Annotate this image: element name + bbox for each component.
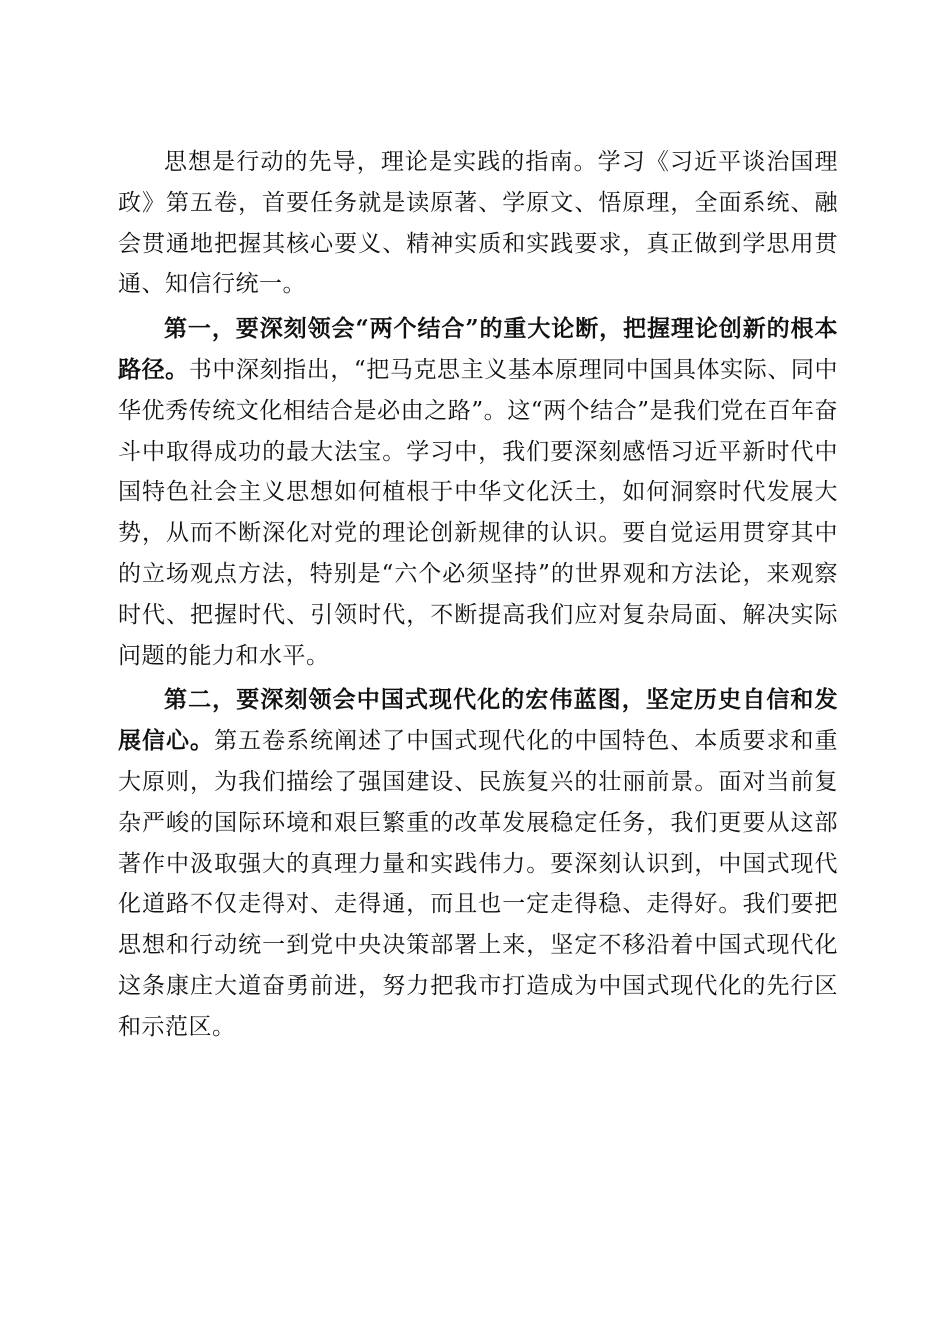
paragraph-first-point bbox=[118, 309, 838, 676]
paragraph-intro bbox=[118, 142, 838, 305]
paragraph-lead: 第一，要深刻领会“两个结合”的重大论断，把握理论创新的根本路径。 bbox=[118, 315, 838, 383]
paragraph-lead: 第二，要深刻领会中国式现代化的宏伟蓝图，坚定历史自信和发展信心。 bbox=[118, 686, 838, 755]
paragraph-second-point bbox=[118, 680, 838, 1047]
paragraph-body: 第五卷系统阐述了中国式现代化的中国特色、本质要求和重大原则，为我们描绘了强国建设、民族复兴的壮丽前景。面对当前复杂严峻的国际环境和艰巨繁重的改革发展稳定任务，我们更要从这部著作中汲取强大的真理力量和实践伟力。要深刻认识到，中国式现代化道路不仅走得对、走得通，而且也一定走得稳、走得好。我们要把思想和行动统一到党中央决策部署上来，坚定不移沿着中国式现代化这条康庄大道奋勇前进，努力把我市打造成为中国式现代化的先行区和示范区。 bbox=[118, 728, 839, 1040]
document-page bbox=[118, 142, 838, 1052]
paragraph-body: 书中深刻指出，“把马克思主义基本原理同中国具体实际、同中华优秀传统文化相结合是必由之路”。这“两个结合”是我们党在百年奋斗中取得成功的最大法宝。学习中，我们要深刻感悟习近平新时代中国特色社会主义思想如何植根于中华文化沃土，如何洞察时代发展大势，从而不断深化对党的理论创新规律的认识。要自觉运用贯穿其中的立场观点方法，特别是“六个必须坚持”的世界观和方法论，来观察时代、把握时代、引领时代，不断提高我们应对复杂局面、解决实际问题的能力和水平。 bbox=[118, 356, 839, 669]
paragraph-body: 思想是行动的先导，理论是实践的指南。学习《习近平谈治国理政》第五卷，首要任务就是读原著、学原文、悟原理，全面系统、融会贯通地把握其核心要义、精神实质和实践要求，真正做到学思用贯通、知信行统一。 bbox=[118, 149, 838, 298]
